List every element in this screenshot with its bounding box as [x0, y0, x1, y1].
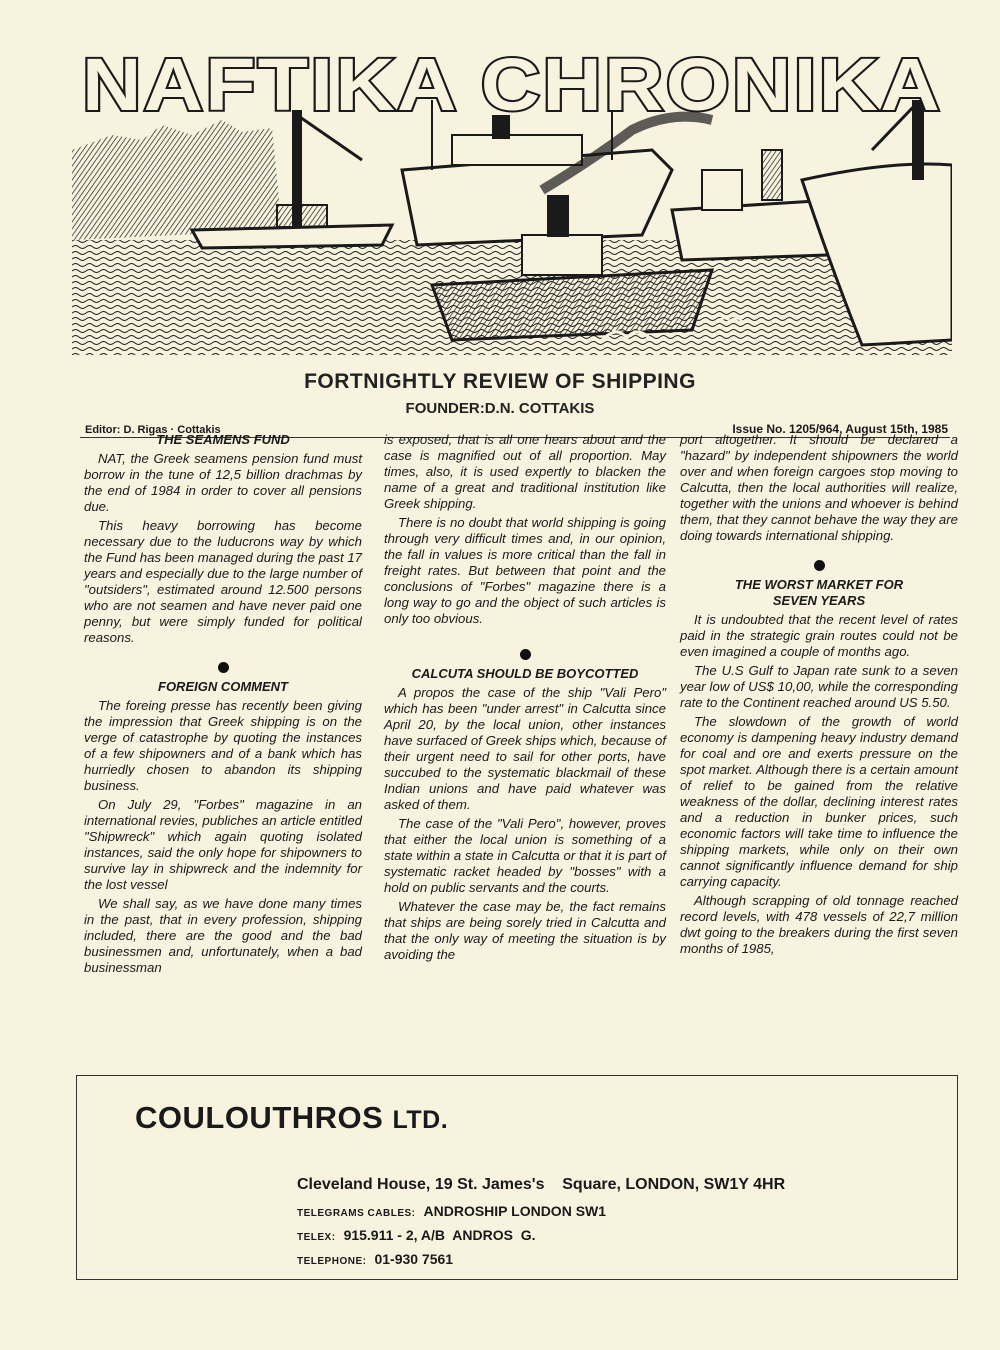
paragraph: The U.S Gulf to Japan rate sunk to a seven year low of US$ 10,00, while the corresponding rate to the Continent reached around US 5.50. [680, 663, 958, 710]
telegrams-label: TELEGRAMS CABLES: [297, 1208, 416, 1219]
masthead [72, 40, 952, 360]
telex-value: 915.911 - 2, A/B ANDROS G. [343, 1227, 536, 1243]
company-suffix: LTD. [392, 1106, 449, 1134]
paragraph: is exposed, that is all one hears about and the case is magnified out of all proportion. May times, also, it is used expertly to blacken the name of a great and traditional institution like Greek shipping. [384, 432, 666, 511]
telephone-label: TELEPHONE: [297, 1256, 367, 1267]
paragraph: NAT, the Greek seamens pension fund must borrow in the tune of 12,5 billion drachmas by the end of 1984 in order to cover all pensions due. [84, 451, 362, 514]
paragraph: The slowdown of the growth of world economy is dampening heavy industry demand for coal and ore and exerts pressure on the spot market. Although there is a certain amount of relief to be gained from the relative weakness of the dollar, declining interest rates and a reduction in bunker prices, such economic factors will take time to influence the shipping markets, while only on their own cannot significantly influence demand for ship carrying capacity. [680, 714, 958, 889]
bullet-separator [814, 560, 825, 571]
founder-line: FOUNDER:D.N. COTTAKIS [405, 400, 595, 417]
title-line: SEVEN YEARS [772, 593, 866, 608]
telegrams-line [297, 1203, 606, 1219]
telephone-line [297, 1251, 453, 1267]
company-name-main: COULOUTHROS [135, 1100, 384, 1135]
article-title-calcuta: CALCUTA SHOULD BE BOYCOTTED [411, 666, 639, 681]
column-3 [680, 432, 958, 960]
paragraph: Although scrapping of old tonnage reached record levels, with 478 vessels of 22,7 million dwt going to the breakers during the first seven months of 1985, [680, 893, 958, 956]
advertisement-box [76, 1075, 958, 1280]
article-title-worst-market [680, 577, 958, 609]
paragraph: Whatever the case may be, the fact remains that ships are being sorely tried in Calcutta and that the only way of meeting the situation is by avoiding the [384, 899, 666, 962]
paragraph: A propos the case of the ship "Vali Pero" which has been "under arrest" in Calcutta since April 20, by the local union, other instances have surfaced of Greek ships which, because of their urgent need to sail for other ports, have succubed to the systematic blackmail of these Indian unions and have paid whatever was asked of them. [384, 685, 666, 812]
issue-line: Issue No. 1205/964, August 15th, 1985 [732, 422, 948, 436]
editor-line: Editor: D. Rigas · Cottakis [85, 424, 221, 436]
paragraph: We shall say, as we have done many times in the past, that in every profession, shipping included, there are the good and the bad businessmen and, unfortunately, when a bad businessman [84, 896, 362, 975]
bullet-separator [218, 662, 229, 673]
paragraph: It is undoubted that the recent level of rates paid in the strategic grain routes could not be even imagined a couple of months ago. [680, 612, 958, 659]
title-line: THE WORST MARKET FOR [734, 577, 904, 592]
telegrams-value: ANDROSHIP LONDON SW1 [423, 1203, 607, 1219]
paragraph: This heavy borrowing has become necessary due to the luducrons way by which the Fund has been managed during the past 17 years and especially due to the large number of "outsiders", estimated around 12.500 persons who are not seamen and have never paid one penny, but were simply funded for political reasons. [84, 518, 362, 645]
telex-line [297, 1227, 535, 1243]
paragraph: The case of the "Vali Pero", however, proves that either the local union is something of a state within a state in Calcutta or that it is part of systematic racket headed by "bosses" with a hold on public servants and the courts. [384, 816, 666, 895]
subtitle: FORTNIGHTLY REVIEW OF SHIPPING [304, 370, 696, 393]
paragraph: There is no doubt that world shipping is going through very difficult times and, in our opinion, the fall in values is more critical than the fall in freight rates. But between that point and the conclusions of "Forbes" magazine there is a long way to go and the object of such articles is only too obvious. [384, 515, 666, 626]
paragraph: The foreing presse has recently been giving the impression that Greek shipping is on the verge of catastrophe by quoting the instances of a few shipowners and of a bank which has hurriedly chosen to abandon its shipping business. [84, 698, 362, 793]
company-address: Cleveland House, 19 St. James's Square, LONDON, SW1Y 4HR [297, 1176, 786, 1193]
column-2 [384, 432, 666, 966]
harbour-illustration [72, 40, 952, 360]
paragraph: On July 29, "Forbes" magazine in an international revies, publiches an article entitled "Shipwreck" which again quoting isolated instances, said the only hope for shipowners to survive lay in shipwreck and the indemnity for the lost vessel [84, 797, 362, 892]
telex-label: TELEX: [297, 1232, 336, 1243]
telephone-value: 01-930 7561 [374, 1251, 454, 1267]
paragraph: port altogether. It should be declared a "hazard" by independent shipowners the world over and when foreign cargoes stop moving to Calcutta, then the local authorities will realize, together with the unions and whoever is behind them, that they cannot behave the way they are doing towards international shipping. [680, 432, 958, 543]
column-1 [84, 432, 362, 979]
article-title-seamens-fund: THE SEAMENS FUND [156, 432, 290, 447]
masthead-title: NAFTIKA CHRONIKA [82, 43, 942, 126]
article-title-foreign-comment: FOREIGN COMMENT [158, 679, 288, 694]
company-name [135, 1100, 448, 1136]
bullet-separator [520, 649, 531, 660]
